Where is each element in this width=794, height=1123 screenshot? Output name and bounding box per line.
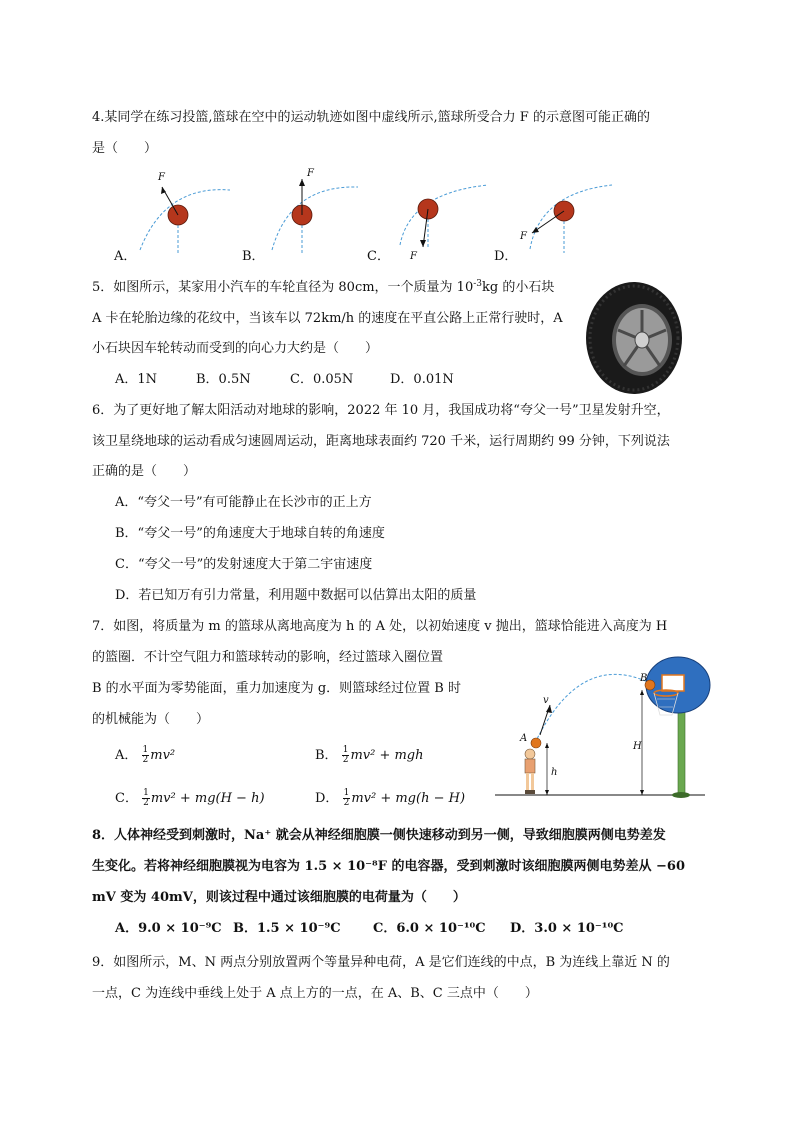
q7-stem-line3: B 的水平面为零势能面，重力加速度为 g．则篮球经过位置 B 时 — [92, 681, 461, 696]
q7-option-a-body: mv² — [150, 748, 176, 763]
q9-stem-line1: 9．如图所示，M、N 两点分别放置两个等量异种电荷，A 是它们连线的中点，B 为连线上靠近 N 的 — [92, 955, 670, 970]
q8-option-a: A．9.0 × 10⁻⁹C — [115, 921, 222, 936]
q7-option-c — [115, 789, 265, 808]
fraction-den: 2 — [342, 755, 349, 765]
q7-option-d — [315, 789, 465, 808]
q7-option-c-body: mv² + mg(H − h) — [150, 791, 265, 806]
q7-option-b-letter: B． — [315, 748, 338, 763]
q7-option-b-body: mv² + mgh — [350, 748, 424, 763]
fraction-num: 1 — [343, 788, 350, 798]
q4-fig-label-d: D． — [494, 249, 518, 264]
q6-stem-line2: 该卫星绕地球的运动看成匀速圆周运动，距离地球表面约 720 千米，运行周期约 99 分钟，下列说法 — [92, 434, 670, 449]
q6-stem-line3: 正确的是（ ） — [92, 464, 197, 479]
a-label: A — [520, 733, 528, 744]
q4-figure-d-wrap — [490, 165, 620, 265]
q8-option-b: B．1.5 × 10⁻⁹C — [233, 921, 341, 936]
q7-stem-line4: 的机械能为（ ） — [92, 712, 210, 727]
q5-stem-line1 — [92, 280, 554, 296]
fraction — [142, 746, 150, 765]
fraction-num: 1 — [342, 745, 349, 755]
q4-figure-a — [113, 172, 230, 264]
q7-option-c-letter: C． — [115, 791, 138, 806]
force-label: F — [158, 172, 165, 183]
b-label: B — [640, 673, 648, 684]
q4-figure-c — [367, 185, 488, 264]
q5-stem-line1-pre: 5．如图所示，某家用小汽车的车轮直径为 80cm，一个质量为 10 — [92, 280, 474, 295]
q7-option-d-body: mv² + mg(h − H) — [351, 791, 466, 806]
q6-option-b: B．“夸父一号”的角速度大于地球自转的角速度 — [115, 526, 385, 541]
q4-figure — [110, 165, 510, 265]
fraction — [142, 789, 150, 808]
q7-option-a — [115, 746, 175, 765]
q5-stem-line3: 小石块因车轮转动而受到的向心力大约是（ ） — [92, 341, 379, 356]
fraction-den: 2 — [143, 798, 149, 808]
q7-option-b — [315, 746, 424, 765]
q6-option-d: D．若已知万有引力常量，利用题中数据可以估算出太阳的质量 — [115, 588, 477, 603]
child-player — [525, 749, 535, 794]
q6-stem-line1: 6．为了更好地了解太阳活动对地球的影响，2022 年 10 月，我国成功将“夸父一号”卫星发射升空， — [92, 403, 670, 418]
q8-stem-line1: 8．人体神经受到刺激时，Na⁺ 就会从神经细胞膜一侧快速移动到另一侧，导致细胞膜两侧电势差发 — [92, 828, 666, 843]
q4-figure-b — [242, 168, 358, 264]
q8-stem-line3: mV 变为 40mV，则该过程中通过该细胞膜的电荷量为（ ） — [92, 890, 466, 905]
force-label: F — [307, 168, 314, 179]
q5-stem-line1-post: kg 的小石块 — [482, 280, 555, 295]
q7-option-d-letter: D． — [315, 791, 339, 806]
q5-option-d: D．0.01N — [390, 372, 454, 387]
q8-stem-line2: 生变化。若将神经细胞膜视为电容为 1.5 × 10⁻⁸F 的电容器，受到刺激时该细胞膜两侧电势差从 −60 — [92, 859, 685, 874]
q5-stem-line2: A 卡在轮胎边缘的花纹中，当该车以 72km/h 的速度在平直公路上正常行驶时，A — [92, 311, 563, 326]
q4-stem-line2: 是（ ） — [92, 141, 158, 156]
q4-fig-label-c: C． — [367, 249, 390, 264]
q5-option-b: B．0.5N — [196, 372, 251, 387]
fraction-den: 2 — [343, 798, 350, 808]
basketball-icon — [531, 738, 541, 748]
q4-figure-d — [494, 185, 612, 264]
fraction — [343, 789, 351, 808]
q6-option-c: C．“夸父一号”的发射速度大于第二宇宙速度 — [115, 557, 373, 572]
q7-stem-line1: 7．如图，将质量为 m 的篮球从离地高度为 h 的 A 处，以初始速度 v 抛出，篮球恰能进入高度为 H — [92, 619, 668, 634]
q8-option-d: D．3.0 × 10⁻¹⁰C — [510, 921, 624, 936]
v-label: v — [543, 695, 549, 706]
force-label: F — [520, 231, 527, 242]
q4-fig-label-a: A． — [114, 249, 137, 264]
basketball-hoop — [645, 657, 710, 798]
q9-stem-line2: 一点，C 为连线中垂线上处于 A 点上方的一点，在 A、B、C 三点中（ ） — [92, 986, 538, 1001]
fraction-num: 1 — [142, 745, 149, 755]
q8-option-c: C．6.0 × 10⁻¹⁰C — [373, 921, 486, 936]
h-label: h — [551, 767, 558, 778]
force-label: F — [410, 251, 417, 262]
fraction — [342, 746, 350, 765]
q5-stem-line1-sup: -3 — [473, 279, 483, 289]
q5-option-a: A．1N — [115, 372, 158, 387]
q7-basketball-figure — [490, 655, 710, 800]
big-h-label: H — [633, 741, 642, 752]
q7-stem-line2: 的篮圈．不计空气阻力和篮球转动的影响，经过篮球入圈位置 — [92, 650, 444, 665]
q4-stem-line1: 4.某同学在练习投篮,篮球在空中的运动轨迹如图中虚线所示,篮球所受合力 F 的示意图可能正确的 — [92, 110, 650, 125]
q7-option-a-letter: A． — [115, 748, 138, 763]
q5-option-c: C．0.05N — [290, 372, 354, 387]
q4-fig-label-b: B． — [242, 249, 265, 264]
fraction-den: 2 — [142, 755, 149, 765]
q6-option-a: A．“夸父一号”有可能静止在长沙市的正上方 — [115, 495, 372, 510]
tire-figure — [584, 278, 690, 396]
fraction-num: 1 — [143, 788, 149, 798]
